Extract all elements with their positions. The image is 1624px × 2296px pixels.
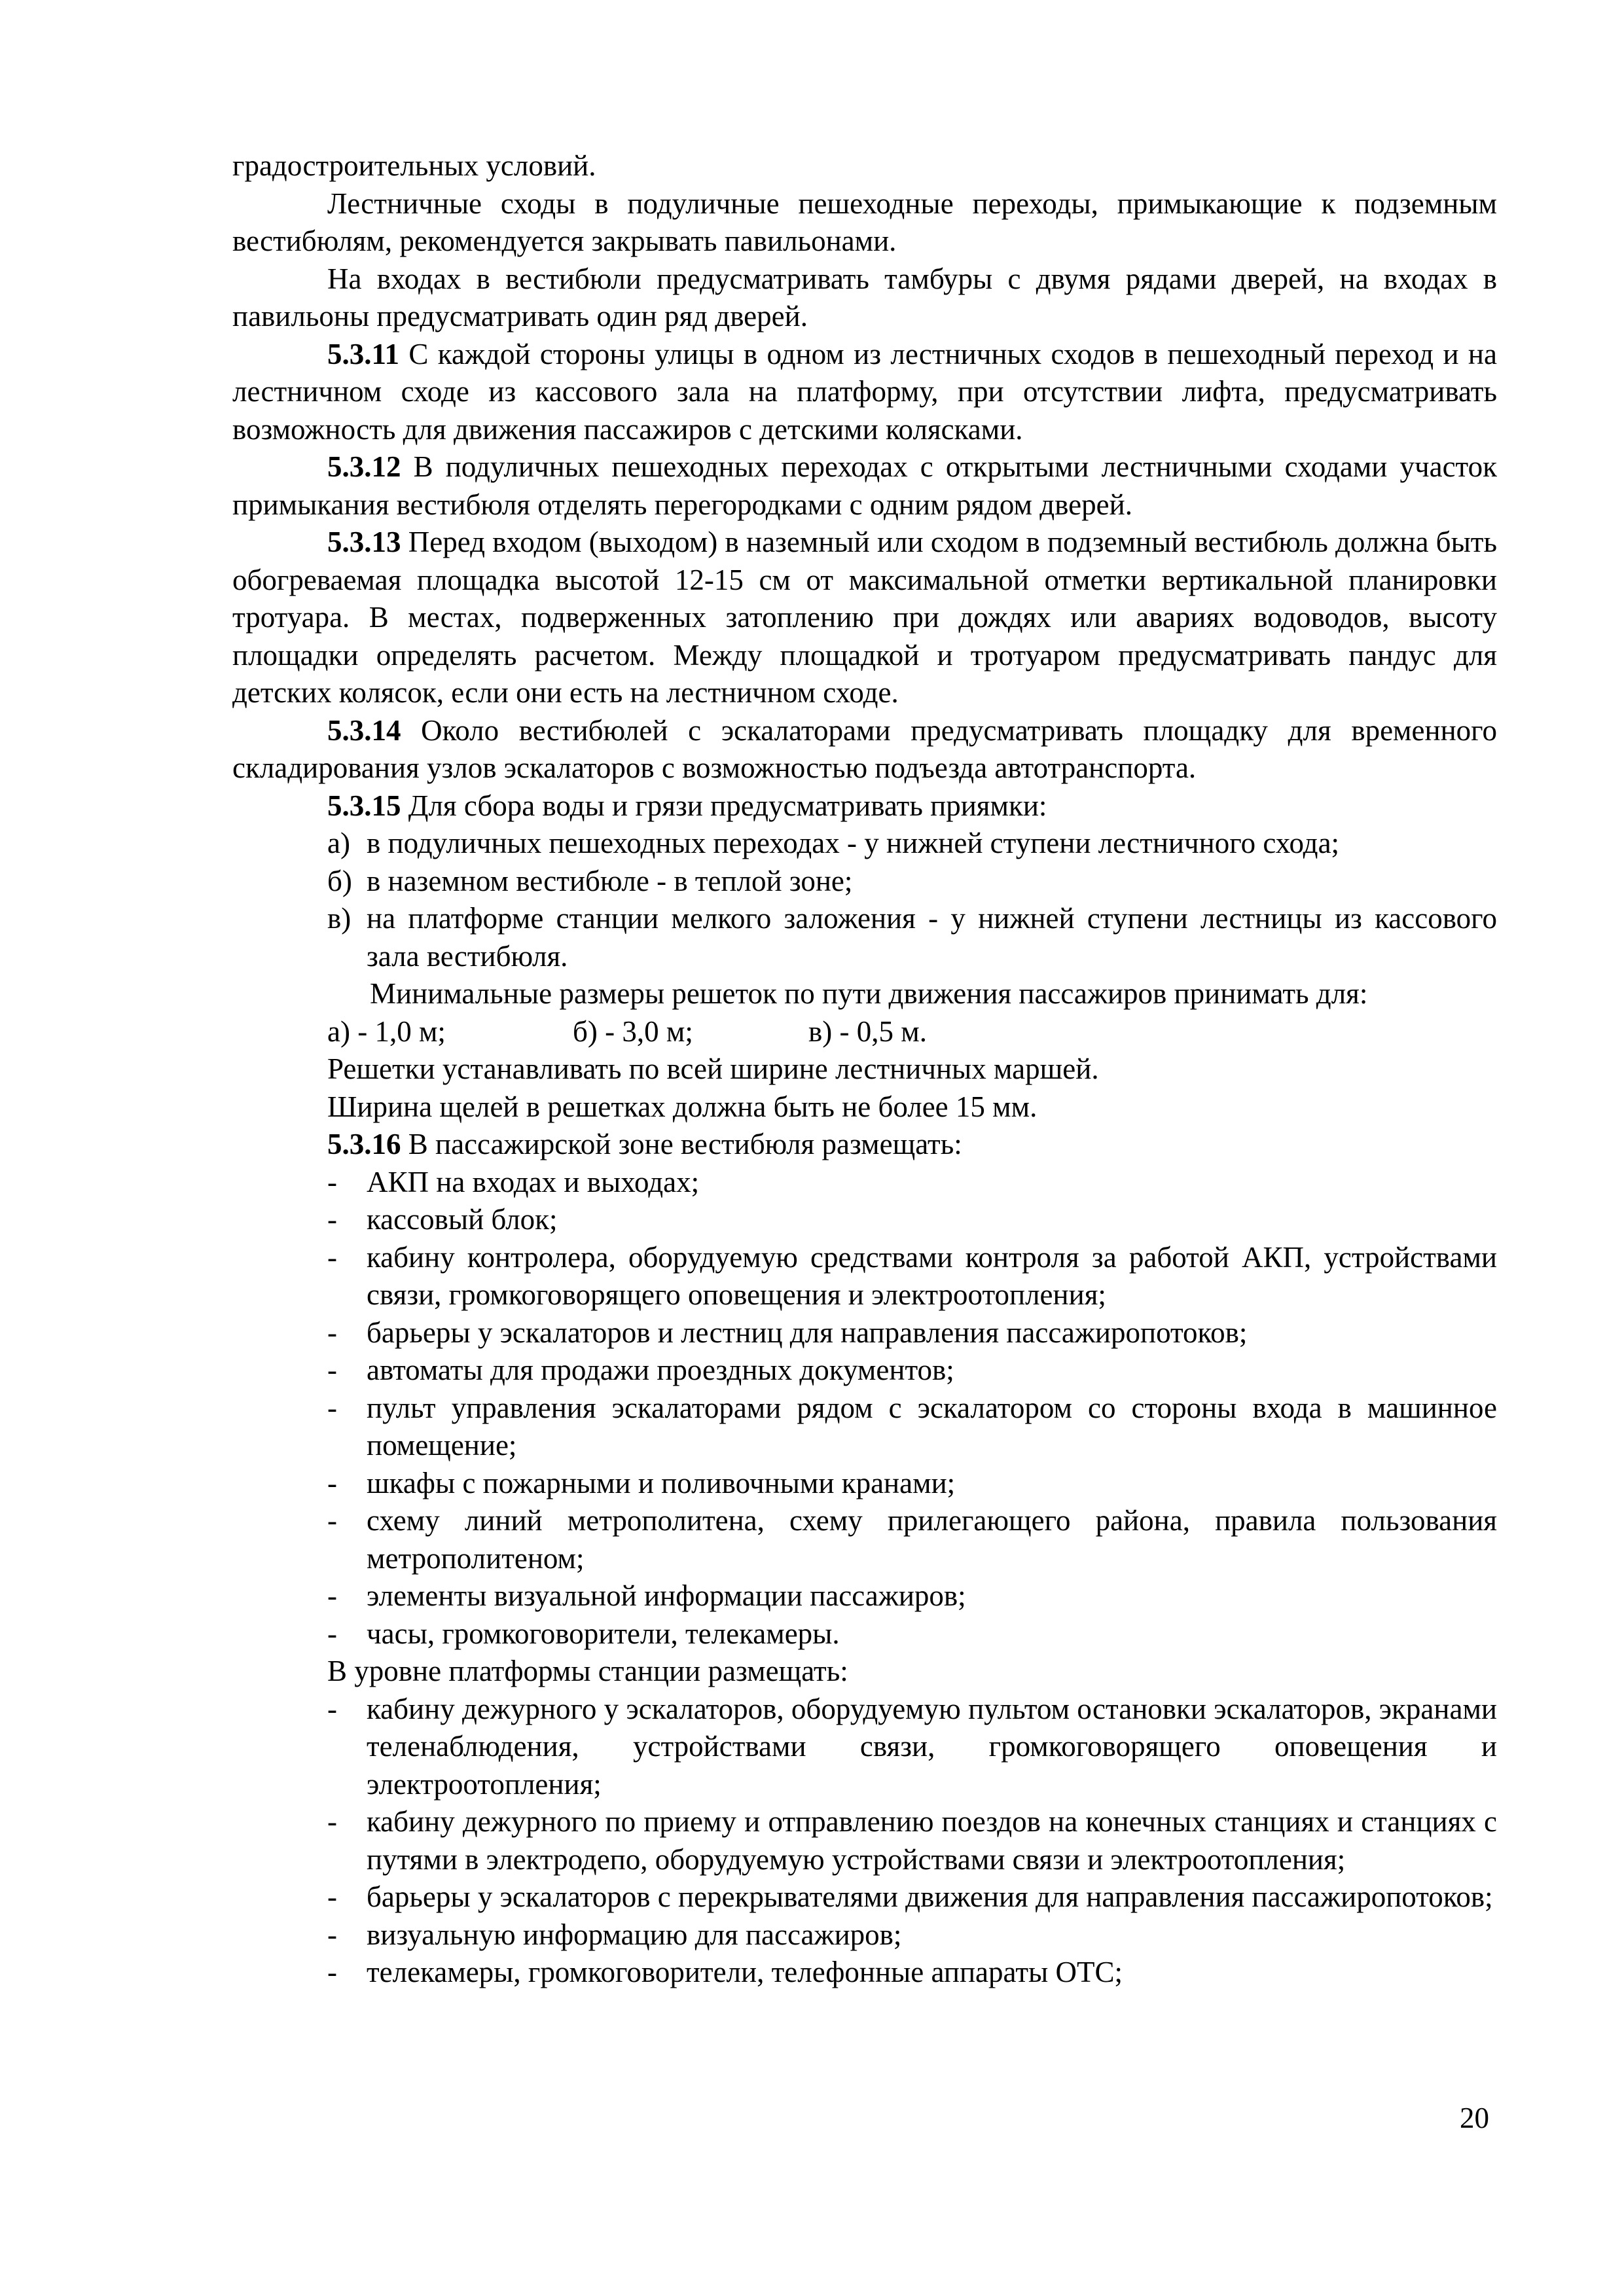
list-dash: - (327, 1165, 337, 1198)
clause-5-3-16 (232, 1126, 1497, 1164)
grates-line: Решетки устанавливать по всей ширине лестничных маршей. (327, 1052, 1099, 1085)
paragraph-vestibule-doors: На входах в вестибюли предусматривать тамбуры с двумя рядами дверей, на входах в павильоны предусматривать один ряд дверей. (232, 262, 1497, 332)
list-item-text: визуальную информацию для пассажиров; (367, 1918, 902, 1951)
list-item-text: кабину дежурного по приему и отправлению поездов на конечных станциях и станциях с путями в электродепо, оборудуемую устройствами связи и электроотопления; (367, 1805, 1497, 1876)
list-item (232, 1352, 1497, 1390)
list-item (232, 1803, 1497, 1878)
list-item-text: барьеры у эскалаторов и лестниц для направления пассажиропотоков; (367, 1316, 1248, 1349)
list-item-text: элементы визуальной информации пассажиров; (367, 1579, 966, 1612)
intro-line: градостроительных условий. (232, 149, 596, 182)
clause-text: Для сбора воды и грязи предусматривать приямки: (401, 789, 1047, 822)
clause-number: 5.3.15 (327, 789, 401, 822)
clause-5-3-13 (232, 524, 1497, 712)
list-item (232, 1916, 1497, 1954)
min-sizes-line: Минимальные размеры решеток по пути движения пассажиров принимать для: (370, 977, 1368, 1010)
list-item-text: на платформе станции мелкого заложения - у нижней ступени лестницы из кассового зала вестибюля. (367, 902, 1497, 973)
list-item (232, 825, 1497, 863)
list-dash: - (327, 1805, 337, 1838)
document-page (232, 147, 1497, 1992)
list-item-text: кабину контролера, оборудуемую средствами контроля за работой АКП, устройствами связи, громкоговорящего оповещения и электроотопления; (367, 1240, 1497, 1311)
clause-number: 5.3.14 (327, 713, 401, 747)
list-dash: - (327, 1579, 337, 1612)
clause-text: В подуличных пешеходных переходах с открытыми лестничными сходами участок примыкания вестибюля отделять перегородками с одним рядом дверей. (232, 450, 1497, 521)
list-item-text: в наземном вестибюле - в теплой зоне; (367, 864, 853, 897)
list-dash: - (327, 1617, 337, 1650)
list-dash: - (327, 1692, 337, 1725)
list-item-text: барьеры у эскалаторов с перекрывателями движения для направления пассажиропотоков; (367, 1880, 1493, 1913)
clause-text: С каждой стороны улицы в одном из лестничных сходов в пешеходный переход и на лестничном сходе из кассового зала на платформу, при отсутствии лифта, предусматривать возможность для движения пассажиров с детскими колясками. (232, 337, 1497, 446)
list-item-text: часы, громкоговорители, телекамеры. (367, 1617, 840, 1650)
list-item (232, 900, 1497, 975)
list-item-text: кабину дежурного у эскалаторов, оборудуемую пультом остановки эскалаторов, экранами теленаблюдения, устройствами связи, громкоговорящего оповещения и электроотопления; (367, 1692, 1497, 1801)
platform-heading: В уровне платформы станции размещать: (327, 1655, 848, 1687)
platform-list (232, 1691, 1497, 1992)
clause-5-3-11 (232, 336, 1497, 449)
list-marker: а) (327, 827, 350, 859)
page-number: 20 (1460, 2102, 1489, 2134)
list-item (232, 1954, 1497, 1992)
list-item (232, 1502, 1497, 1577)
clause-text: Перед входом (выходом) в наземный или сходом в подземный вестибюль должна быть обогреваемая площадка высотой 12-15 см от максимальной отметки вертикальной планировки тротуара. В местах, подверженных затоплению при дождях или авариях водоводов, высоту площадки определять расчетом. Между площадкой и тротуаром предусматривать пандус для детских колясок, если они есть на лестничном сходе. (232, 526, 1497, 709)
list-dash: - (327, 1240, 337, 1274)
size-a: а) - 1,0 м; (327, 1014, 446, 1048)
slots-line: Ширина щелей в решетках должна быть не более 15 мм. (327, 1090, 1038, 1123)
list-item-text: пульт управления эскалаторами рядом с эскалатором со стороны входа в машинное помещение; (367, 1391, 1497, 1462)
list-dash: - (327, 1504, 337, 1537)
list-item-text: шкафы с пожарными и поливочными кранами; (367, 1466, 956, 1499)
list-dash: - (327, 1391, 337, 1424)
clause-number: 5.3.11 (327, 337, 400, 370)
clause-number: 5.3.16 (327, 1128, 401, 1160)
list-dash: - (327, 1466, 337, 1499)
list-item (232, 1465, 1497, 1503)
list-marker: б) (327, 864, 352, 897)
paragraph-stair-pavilions: Лестничные сходы в подуличные пешеходные переходы, примыкающие к подземным вестибюлям, рекомендуется закрывать павильонами. (232, 187, 1497, 257)
clause-number: 5.3.12 (327, 450, 401, 483)
clause-number: 5.3.13 (327, 526, 401, 558)
list-item-text: кассовый блок; (367, 1203, 558, 1236)
clause-text: В пассажирской зоне вестибюля размещать: (401, 1128, 962, 1160)
grate-sizes (232, 1013, 1497, 1051)
list-dash: - (327, 1354, 337, 1386)
clause-5-3-15 (232, 787, 1497, 825)
list-dash: - (327, 1880, 337, 1913)
list-dash: - (327, 1316, 337, 1349)
list-item (232, 1314, 1497, 1352)
list-dash: - (327, 1918, 337, 1951)
list-item-text: в подуличных пешеходных переходах - у нижней ступени лестничного схода; (367, 827, 1340, 859)
list-item (232, 1390, 1497, 1465)
list-item (232, 1201, 1497, 1239)
list-item (232, 1577, 1497, 1615)
list-dash: - (327, 1203, 337, 1236)
list-item-text: телекамеры, громкоговорители, телефонные аппараты ОТС; (367, 1956, 1123, 1988)
list-item-text: схему линий метрополитена, схему прилегающего района, правила пользования метрополитеном; (367, 1504, 1497, 1575)
list-item (232, 1878, 1497, 1916)
size-b: б) - 3,0 м; (573, 1014, 693, 1048)
list-item-text: автоматы для продажи проездных документов; (367, 1354, 954, 1386)
list-item (232, 1615, 1497, 1653)
list-item-text: АКП на входах и выходах; (367, 1165, 700, 1198)
size-c: в) - 0,5 м. (808, 1014, 927, 1048)
list-item (232, 1164, 1497, 1202)
list-item (232, 863, 1497, 901)
clause-text: Около вестибюлей с эскалаторами предусматривать площадку для временного складирования узлов эскалаторов с возможностью подъезда автотранспорта. (232, 713, 1497, 784)
clause-5-3-14 (232, 712, 1497, 787)
list-item (232, 1239, 1497, 1314)
list-item (232, 1691, 1497, 1804)
list-marker: в) (327, 902, 352, 935)
list-dash: - (327, 1956, 337, 1988)
vestibule-list (232, 1164, 1497, 1653)
clause-5-3-12 (232, 448, 1497, 524)
